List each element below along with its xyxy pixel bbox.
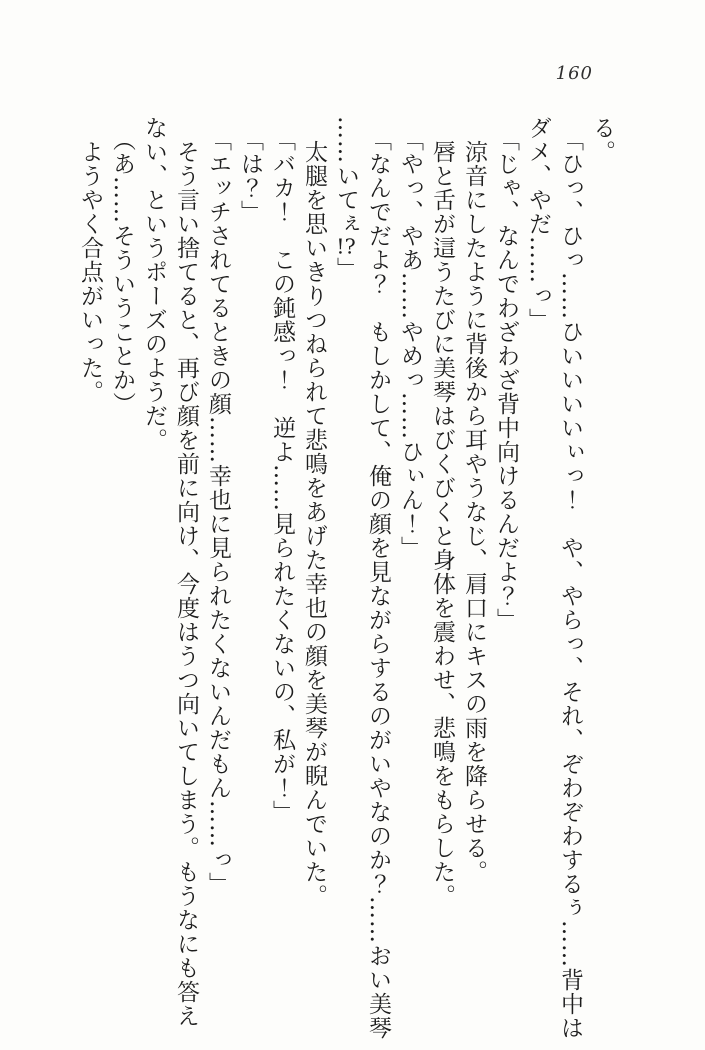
text-line: 「エッチされてるときの顔……幸也に見られたくないんだもん……っ」 <box>205 127 231 896</box>
page-number: 160 <box>555 63 593 84</box>
text-line: 「ひっ、ひっ……ひいいいいぃっ！ や、やらっ、それ、ぞわぞわするぅ……背中は <box>557 127 583 1040</box>
tatechuyoko-exclamation-question: !? <box>336 236 356 257</box>
text-line: ない、というポーズのようだ。 <box>141 116 167 452</box>
text-line: ようやく合点がいった。 <box>77 140 103 405</box>
text-line: 「やっ、やあ……やめっ……ひぃん！」 <box>397 127 423 560</box>
text-line: （あ……そういうことか） <box>109 127 135 416</box>
text-line: 唇と舌が這うたびに美琴はびくびくと身体を震わせ、悲鳴をもらした。 <box>429 140 455 909</box>
text-line: 「バカ！ この鈍感っ！ 逆よ……見られたくないの、私が！」 <box>269 127 295 824</box>
text-line: 「は？」 <box>237 127 263 224</box>
page-text <box>74 116 618 1044</box>
text-line: 涼音にしたように背後から耳やうなじ、肩口にキスの雨を降らせる。 <box>461 140 487 885</box>
text-line: る。 <box>589 116 615 164</box>
text-line: ダメ、やだ……っ」 <box>525 116 551 332</box>
text-line: 太腿を思いきりつねられて悲鳴をあげた幸也の顔を美琴が睨んでいた。 <box>301 140 327 909</box>
text-line: ……いてぇ!?」 <box>333 116 359 281</box>
text-line: そう言い捨てると、再び顔を前に向け、今度はうつ向いてしまう。もうなにも答え <box>173 140 199 1029</box>
text-line: 「じゃ、なんでわざわざ背中向けるんだよ？」 <box>493 127 519 632</box>
text-line: 「なんでだよ？ もしかして、俺の顔を見ながらするのがいやなのか？……おい美琴 <box>365 127 391 1040</box>
